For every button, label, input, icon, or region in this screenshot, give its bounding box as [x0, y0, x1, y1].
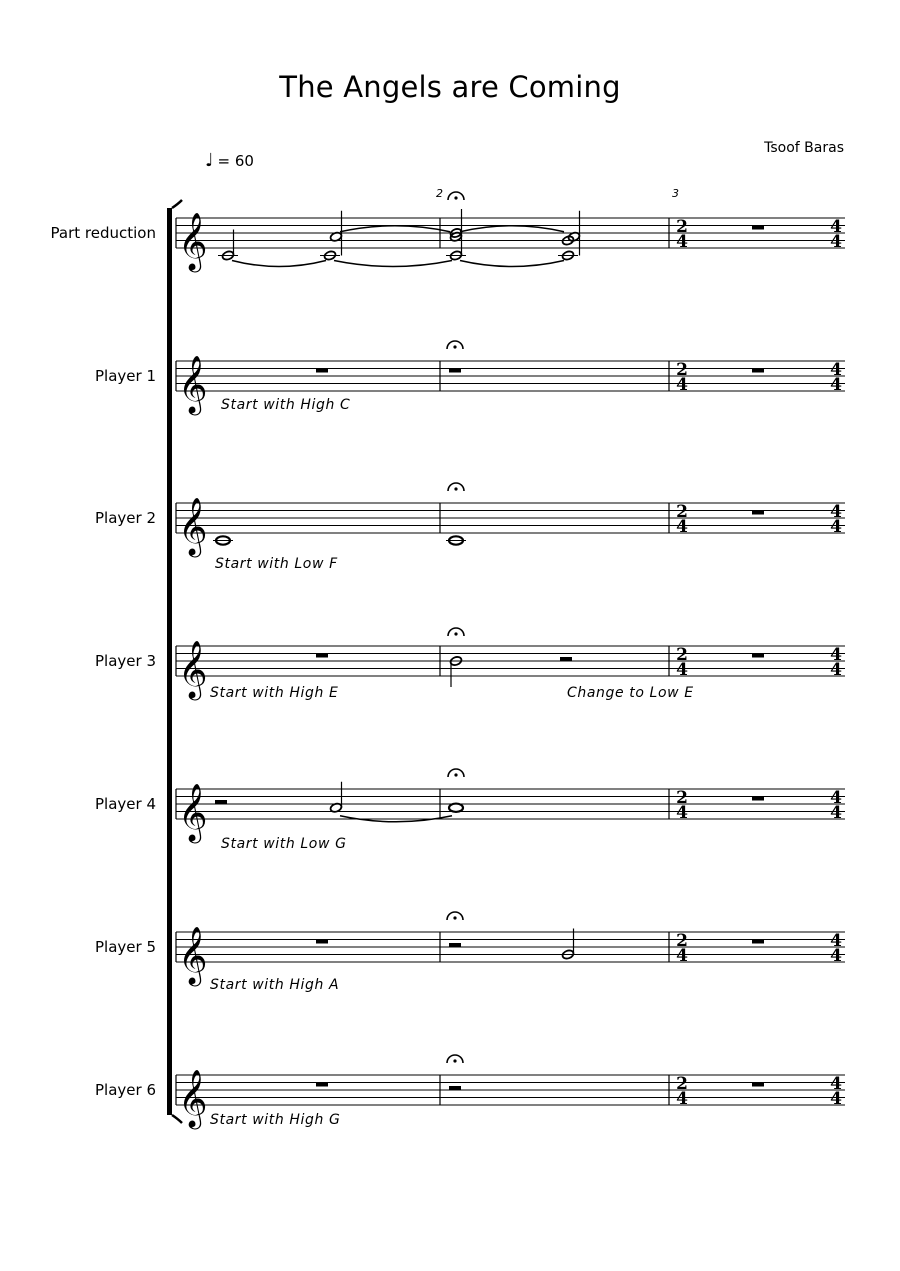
staff-player-5-time-signature-2-4-numerator: 2: [676, 931, 688, 951]
reduction-tie-c-3: [460, 261, 564, 267]
system-bracket: [167, 208, 172, 1115]
direction-player-3-change: Change to Low E: [567, 685, 694, 701]
staff-player-3-time-signature-2-4-denominator: 4: [676, 660, 688, 680]
staff-player-2-time-signature-2-4-denominator: 4: [676, 517, 688, 537]
staff-player-1-measure-3-whole-rest: [752, 369, 764, 373]
direction-player-2: Start with Low F: [215, 556, 338, 572]
player5-half-rest: [449, 943, 461, 947]
score-title: The Angels are Coming: [279, 70, 621, 104]
staff-player-6-treble-clef-icon: 𝄞: [178, 1069, 208, 1127]
staff-player-2-time-signature-4-4-denominator: 4: [830, 517, 842, 537]
direction-player-1: Start with High C: [221, 397, 351, 413]
staff-player-3-treble-clef-icon: 𝄞: [178, 640, 208, 698]
player2-fermata-dot: [454, 487, 457, 490]
player6-half-rest: [449, 1086, 461, 1090]
player5-fermata-dot: [453, 916, 456, 919]
player4-half-rest: [215, 800, 227, 804]
reduction-tie-c-2: [334, 261, 452, 267]
staff-player-4-time-signature-2-4-numerator: 2: [676, 788, 688, 808]
staff-player-2-measure-3-whole-rest: [752, 511, 764, 515]
player4-whole-note-g: [449, 804, 463, 812]
staff-part-reduction-time-signature-4-4-numerator: 4: [830, 217, 842, 237]
staff-player-5-time-signature-4-4-numerator: 4: [830, 931, 842, 951]
staff-player-2-treble-clef-icon: 𝄞: [178, 497, 208, 555]
direction-player-3: Start with High E: [210, 685, 339, 701]
reduction-fermata-dot: [454, 196, 457, 199]
staff-part-reduction-time-signature-2-4-numerator: 2: [676, 217, 688, 237]
reduction-tie-c-1: [232, 261, 326, 267]
staff-player-4-time-signature-4-4-numerator: 4: [830, 788, 842, 808]
staff-player-1-time-signature-4-4-numerator: 4: [830, 360, 842, 380]
staff-label-player-3: Player 3: [95, 652, 156, 670]
staff-player-1-time-signature-2-4-numerator: 2: [676, 360, 688, 380]
player5-measure-1-whole-rest: [316, 940, 328, 944]
system-bracket-top: [172, 200, 182, 208]
staff-player-4-measure-3-whole-rest: [752, 797, 764, 801]
direction-player-6: Start with High G: [210, 1112, 341, 1128]
player1-measure-1-whole-rest: [316, 369, 328, 373]
staff-player-2-time-signature-4-4-numerator: 4: [830, 502, 842, 522]
staff-player-1-treble-clef-icon: 𝄞: [178, 355, 208, 413]
player6-measure-1-whole-rest: [316, 1083, 328, 1087]
player6-fermata-dot: [453, 1059, 456, 1062]
reduction-tie-g-2: [460, 226, 564, 232]
staff-player-5-treble-clef-icon: 𝄞: [178, 926, 208, 984]
staff-player-6-time-signature-2-4-denominator: 4: [676, 1089, 688, 1109]
staff-player-4-time-signature-2-4-denominator: 4: [676, 803, 688, 823]
player1-fermata-dot: [453, 345, 456, 348]
staff-label-player-4: Player 4: [95, 795, 156, 813]
staff-label-part-reduction: Part reduction: [50, 224, 156, 242]
staff-label-player-5: Player 5: [95, 938, 156, 956]
staff-player-4-treble-clef-icon: 𝄞: [178, 783, 208, 841]
staff-player-2-time-signature-2-4-numerator: 2: [676, 502, 688, 522]
player3-fermata-dot: [454, 632, 457, 635]
staff-player-6-time-signature-2-4-numerator: 2: [676, 1074, 688, 1094]
staff-label-player-6: Player 6: [95, 1081, 156, 1099]
staff-player-3-time-signature-2-4-numerator: 2: [676, 645, 688, 665]
quarter-note-icon: ♩: [205, 150, 214, 171]
staff-label-player-1: Player 1: [95, 367, 156, 385]
staff-label-player-2: Player 2: [95, 509, 156, 527]
tempo-value: = 60: [217, 152, 254, 170]
measure-number-2: 2: [436, 187, 443, 200]
staff-player-5-measure-3-whole-rest: [752, 940, 764, 944]
composer-name: Tsoof Baras: [764, 140, 844, 156]
player6-measure-3-whole-rest-extra: [752, 1083, 764, 1087]
measure-number-3: 3: [672, 187, 679, 200]
staff-player-3-time-signature-4-4-denominator: 4: [830, 660, 842, 680]
staff-player-3-time-signature-4-4-numerator: 4: [830, 645, 842, 665]
staff-player-5-time-signature-2-4-denominator: 4: [676, 946, 688, 966]
player3-measure-1-whole-rest: [316, 654, 328, 658]
staff-player-6-time-signature-4-4-numerator: 4: [830, 1074, 842, 1094]
staff-player-6-time-signature-4-4-denominator: 4: [830, 1089, 842, 1109]
player4-fermata-dot: [454, 773, 457, 776]
staff-player-5-time-signature-4-4-denominator: 4: [830, 946, 842, 966]
staff-player-1-time-signature-4-4-denominator: 4: [830, 375, 842, 395]
staff-part-reduction-measure-3-whole-rest: [752, 226, 764, 230]
player1-measure-2-whole-rest: [449, 369, 461, 373]
direction-player-5: Start with High A: [210, 977, 340, 993]
staff-part-reduction-treble-clef-icon: 𝄞: [178, 212, 208, 270]
reduction-tie-g: [340, 226, 450, 232]
staff-part-reduction-time-signature-4-4-denominator: 4: [830, 232, 842, 252]
staff-player-3-measure-3-whole-rest: [752, 654, 764, 658]
player3-half-rest: [560, 657, 572, 661]
staff-player-4-time-signature-4-4-denominator: 4: [830, 803, 842, 823]
staff-player-1-time-signature-2-4-denominator: 4: [676, 375, 688, 395]
staff-part-reduction-time-signature-2-4-denominator: 4: [676, 232, 688, 252]
direction-player-4: Start with Low G: [221, 836, 347, 852]
